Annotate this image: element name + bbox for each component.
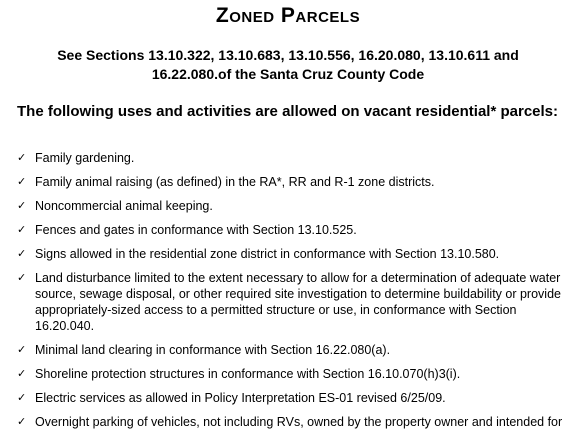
list-item-text: Signs allowed in the residential zone district in conformance with Section 13.10.580.: [35, 247, 500, 261]
list-item-text: Family gardening.: [35, 151, 135, 165]
check-mark-icon: ✓: [17, 272, 27, 284]
list-item: [17, 198, 569, 214]
allowed-uses-list: [17, 150, 569, 438]
list-item: [17, 246, 569, 262]
check-mark-icon: ✓: [17, 248, 27, 260]
list-item: [17, 414, 569, 430]
list-item-text: Land disturbance limited to the extent necessary to allow for a determination of adequate water source, sewage disposal, or other required site investigation to determine buildability or provide appropriately-sized access to a permitted structure or use, in conformance with Section 16.20.040.: [35, 271, 561, 333]
check-mark-icon: ✓: [17, 152, 27, 164]
list-item: [17, 342, 569, 358]
check-mark-icon: ✓: [17, 368, 27, 380]
list-item-text: Noncommercial animal keeping.: [35, 199, 213, 213]
list-item-text: Shoreline protection structures in conformance with Section 16.10.070(h)3(i).: [35, 367, 461, 381]
list-item-text: Family animal raising (as defined) in the RA*, RR and R-1 zone districts.: [35, 175, 435, 189]
list-item: [17, 270, 569, 334]
list-item-text: Fences and gates in conformance with Section 13.10.525.: [35, 223, 357, 237]
check-mark-icon: ✓: [17, 200, 27, 212]
list-item: [17, 174, 569, 190]
list-item: [17, 222, 569, 238]
check-mark-icon: ✓: [17, 416, 27, 428]
check-mark-icon: ✓: [17, 176, 27, 188]
list-item: [17, 390, 569, 406]
check-mark-icon: ✓: [17, 344, 27, 356]
list-item-text: Minimal land clearing in conformance with Section 16.22.080(a).: [35, 343, 391, 357]
list-item: [17, 150, 569, 166]
allowed-uses-heading: The following uses and activities are allowed on vacant residential* parcels:: [17, 103, 559, 120]
check-mark-icon: ✓: [17, 224, 27, 236]
list-item-text: Overnight parking of vehicles, not including RVs, owned by the property owner and intended for: [35, 415, 563, 429]
check-mark-icon: ✓: [17, 392, 27, 404]
document-title: Zoned Parcels: [215, 4, 361, 27]
code-sections-subtitle: See Sections 13.10.322, 13.10.683, 13.10.556, 16.20.080, 13.10.611 and 16.22.080.of the Santa Cruz County Code: [57, 47, 519, 82]
list-item: [17, 366, 569, 382]
list-item-text: Electric services as allowed in Policy Interpretation ES-01 revised 6/25/09.: [35, 391, 446, 405]
